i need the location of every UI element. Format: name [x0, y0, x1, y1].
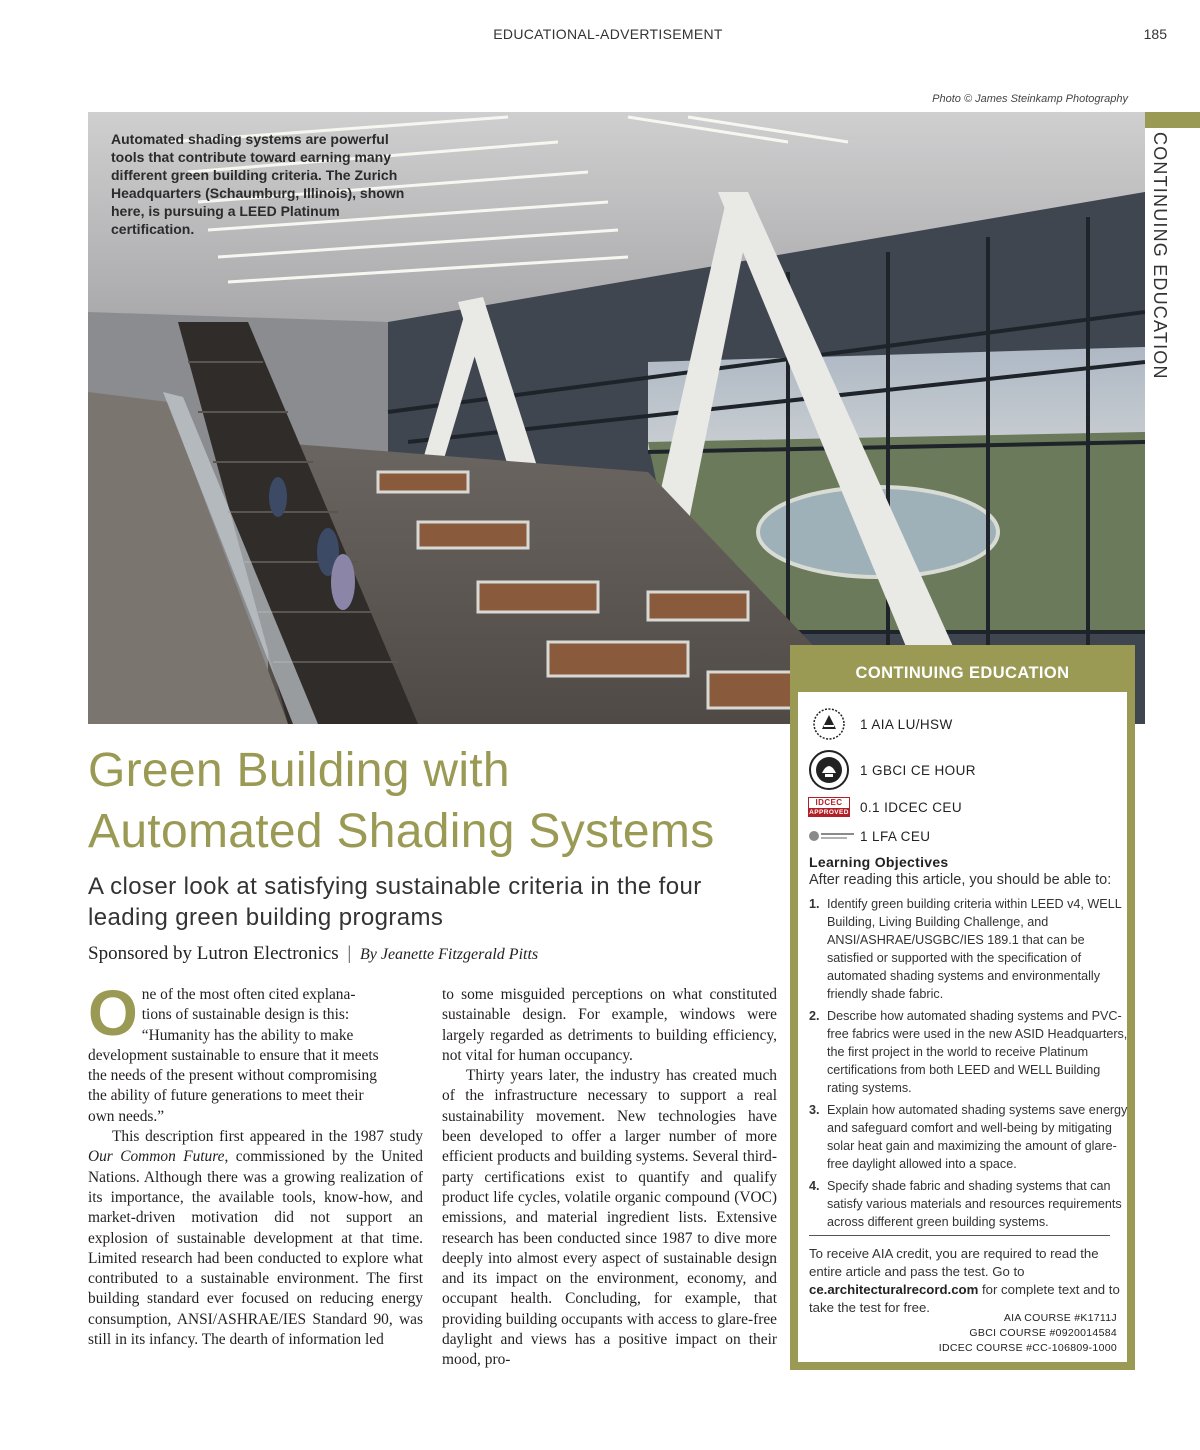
page-header [0, 26, 1200, 46]
credit-label: 1 AIA LU/HSW [860, 717, 953, 732]
ce-divider [809, 1235, 1110, 1236]
objective-text: Describe how automated shading systems and PVC-free fabrics were used in the new ASID Headquarters, the first project in the world to receive Platinum certifications from both LEED and WELL Building rating systems. [827, 1009, 1128, 1095]
idcec-logo-text: IDCEC [815, 798, 843, 807]
ce-website-link[interactable]: ce.architecturalrecord.com [809, 1282, 979, 1297]
body-line: the needs of the present without compromising [88, 1067, 377, 1085]
article-title [88, 740, 788, 862]
photo-credit: Photo © James Steinkamp Photography [932, 93, 1128, 105]
ce-credit-note [809, 1245, 1129, 1317]
objective-number: 2. [809, 1009, 820, 1023]
byline [88, 943, 788, 965]
body-paragraph [88, 1127, 423, 1350]
learning-objectives-title: Learning Objectives [809, 854, 949, 870]
objective-text: Explain how automated shading systems save energy and safeguard comfort and well-being by mitigating solar heat gain and maximizing the amount of glare-free daylight allowed into a space. [827, 1103, 1128, 1171]
list-item [809, 1177, 1129, 1231]
objective-text: Specify shade fabric and shading systems that can satisfy various materials and resources requirements across different green building systems. [827, 1179, 1122, 1229]
body-paragraph: to some misguided perceptions on what constituted sustainable design. For example, windows were largely regarded as detriments to building efficiency, not vital for human occupancy. [442, 986, 777, 1064]
continuing-education-box [790, 645, 1135, 1370]
learning-objectives-intro: After reading this article, you should be able to: [809, 872, 1112, 888]
section-label: EDUCATIONAL-ADVERTISEMENT [493, 26, 723, 42]
drop-cap: O [88, 977, 138, 1049]
body-line: own needs.” [88, 1107, 165, 1125]
usgbc-seal-icon [808, 749, 852, 791]
sponsor: Sponsored by Lutron Electronics [88, 943, 339, 964]
body-text: This description first appeared in the 1987 study [112, 1128, 423, 1146]
learning-objectives-list [809, 895, 1129, 1235]
article-title-line-1: Green Building with [88, 744, 510, 797]
idcec-approved-icon [808, 797, 850, 817]
byline-separator: | [347, 943, 352, 964]
idcec-approved-text: APPROVED [809, 809, 849, 816]
objective-number: 4. [809, 1179, 820, 1193]
body-text: , commissioned by the United Nations. Although there was a growing realization of its importance, the available tools, know-how, and market-driven motivation did not support an explosion of sustainable development at that time. Limited research had been conducted to explore what contributed to a sustainable environment. The first building standard ever focused on reducing energy consumption, ANSI/ASHRAE/IES Standard 90, was still in its infancy. The dearth of information led [88, 1148, 423, 1349]
lfa-logo-icon [808, 829, 856, 843]
idcec-course-number: IDCEC COURSE #CC-106809-1000 [938, 1342, 1117, 1354]
objective-number: 3. [809, 1103, 820, 1117]
photo-caption: Automated shading systems are powerful tools that contribute toward earning many different green building criteria. The Zurich Headquarters (Schaumburg, Illinois), shown here, is pursuing a LEED Platinum certification. [111, 131, 405, 237]
body-text-italic: Our Common Future [88, 1148, 225, 1166]
body-line: the ability of future generations to meet their [88, 1087, 364, 1105]
objective-number: 1. [809, 897, 820, 911]
credit-label: 1 GBCI CE HOUR [860, 763, 976, 778]
ce-note-text: To receive AIA credit, you are required to read the entire article and pass the test. Go to [809, 1246, 1099, 1279]
body-line: tions of sustainable design is this: [141, 1006, 350, 1024]
body-line: “Humanity has the ability to make [141, 1026, 354, 1044]
body-column-1 [88, 977, 423, 1350]
continuing-education-seal-icon [808, 703, 850, 743]
body-paragraph [88, 977, 423, 1127]
hero-photo [88, 112, 1145, 724]
aia-course-number: AIA COURSE #K1711J [1003, 1312, 1117, 1324]
list-item [809, 1101, 1129, 1173]
side-accent-strip [1138, 112, 1200, 128]
list-item [809, 895, 1129, 1003]
author: By Jeanette Fitzgerald Pitts [359, 946, 539, 963]
side-section-label: CONTINUING EDUCATION [1150, 132, 1170, 380]
page-number: 185 [1143, 26, 1167, 42]
credit-label: 1 LFA CEU [860, 829, 931, 844]
list-item [809, 1007, 1129, 1097]
body-line: development sustainable to ensure that it meets [88, 1046, 379, 1064]
credit-label: 0.1 IDCEC CEU [860, 800, 962, 815]
ce-box-header: CONTINUING EDUCATION [790, 645, 1135, 692]
objective-text: Identify green building criteria within LEED v4, WELL Building, Living Building Challenge, and ANSI/ASHRAE/USGBC/IES 189.1 that can be satisfied or supported with the specification of automated shading systems and environmentally friendly shade fabric. [827, 897, 1122, 1001]
article-subtitle: A closer look at satisfying sustainable criteria in the four leading green building programs [88, 873, 702, 931]
gbci-course-number: GBCI COURSE #0920014584 [969, 1327, 1117, 1339]
article-title-line-2: Automated Shading Systems [88, 805, 715, 858]
body-paragraph: Thirty years later, the industry has created much of the infrastructure necessary to support a real sustainability movement. New technologies have been developed to offer a larger number of more efficient products and building systems. Several third-party certifications exist to quantify and qualify product life cycles, volatile organic compound (VOC) emissions, and material ingredient lists. Extensive research has been conducted since 1987 to dive more deeply into almost every aspect of sustainable design and its impact on the environment, economy, and occupant health. Concluding, for example, that providing building occupants with access to glare-free daylight and views has a positive impact on their mood, pro- [442, 1067, 777, 1369]
body-column-2 [442, 985, 777, 1371]
ce-note-text: for complete text and to take the test for free. [809, 1282, 1120, 1315]
body-line: ne of the most often cited explana- [141, 986, 356, 1003]
